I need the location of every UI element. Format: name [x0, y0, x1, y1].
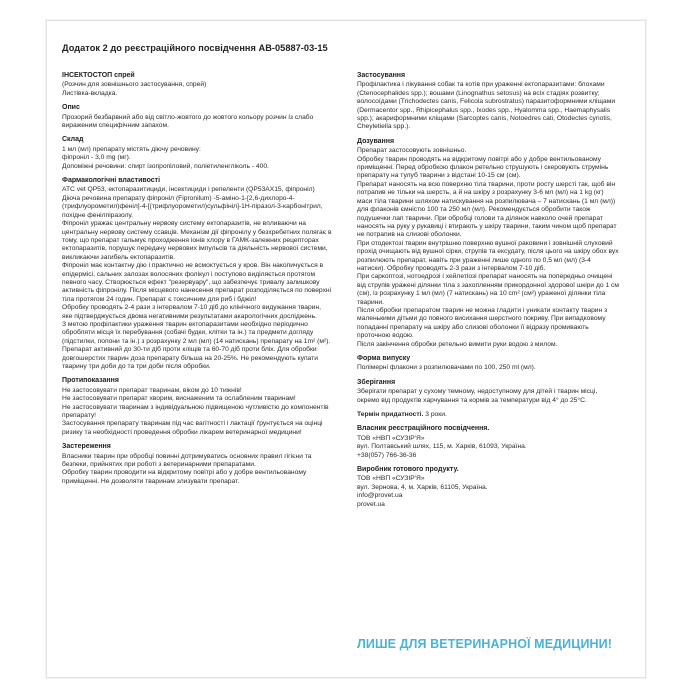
section-text: Зберігати препарат у сухому темному, недоступному для дітей і тварин місці, окремо від продуктів харчування та кормів за температури від 4° до 25°С.: [357, 388, 598, 404]
section-text: Прозорий безбарвний або від світло-жовтого до жовтого кольору розчин із слабо вираженим специфічним запахом.: [62, 113, 314, 130]
section-text: Не застосовувати тваринам з індивідуальною підвищеною чутливістю до компонентів препарату!: [62, 403, 329, 420]
section-heading: ІНСЕКТОСТОП спрей: [62, 72, 135, 79]
left-section: [62, 136, 332, 171]
right-column: [357, 72, 619, 515]
right-section: [357, 138, 619, 349]
section-heading: Склад: [62, 136, 84, 144]
section-text: Профілактика і лікування собак та котів при ураженні ектопаразитами: блохами (Ctenocephalides spp.); вошами (Linognathus setosus) на всіх стадіях розвитку; волосоїдами (Trichodectes canis, Felicola subrostratus) паразитоформними кліщами (Dermacentor spp., Rhipicephalus spp., Ixodes spp., Hyalomma spp., Haemaphysalis spp.); акариформними кліщами (Sarcoptes canis, Notoedres cati, Otodectes cynotis, Cheyletiella spp.).: [357, 81, 616, 131]
right-section: [357, 355, 619, 373]
right-section: [357, 379, 619, 405]
document-title: Додаток 2 до реєстраційного посвідчення АВ-05887-03-15: [62, 43, 328, 53]
left-column: [62, 72, 332, 492]
section-heading: Виробник готового продукту.: [357, 466, 459, 474]
section-text: Власники тварин при обробці повинні дотримуватись основних правил гігієни та безпеки, прийнятих при роботі з ветеринарними препаратами.: [62, 452, 312, 469]
section-heading: Власник реєстраційного посвідчення.: [357, 425, 490, 433]
left-section: [62, 177, 332, 371]
shelf-life-label: Термін придатності.: [357, 411, 424, 419]
section-text: info@provet.ua: [357, 492, 403, 500]
section-text: Не застосовувати препарат хворим, виснаженим та ослабленим тваринам!: [62, 395, 296, 403]
section-text: ТОВ «НВП «СУЗІР'Я»: [357, 475, 425, 483]
section-text: Обробку тварин проводять на відкритому повітрі або у добре вентильованому приміщенні. Перед обробкою флакон ретельно струшують і скеровують струмінь препарату на тулуб тварини з відстані 10-15 см (см).: [357, 155, 609, 180]
section-text: Не застосовувати препарат тваринам, віком до 10 тижнів!: [62, 386, 242, 394]
section-text: provet.ua: [357, 500, 385, 508]
section-heading: Застереження: [62, 443, 111, 451]
section-heading: Форма випуску: [357, 355, 411, 362]
section-text: Після обробки препаратом тварин не можна гладити і уникати контакту тварин з маленькими дітьми до повного висихання шерстного покриву. При випадковому попаданні препарату на шкіру або слизові оболонки її відразу промивають проточною водою.: [357, 306, 608, 340]
contact-section: [357, 466, 619, 509]
section-heading: Застосування: [357, 72, 406, 79]
section-text: Препарат застосовують зовнішньо.: [357, 147, 467, 155]
section-text: Полімерні флакони з розпилювачами по 100, 250 ml (мл).: [357, 364, 536, 372]
section-text: З метою профілактики ураження тварин ектопаразитами необхідно періодично обробляти місця їх перебування (собачі будки, клітки та ін.) та предмети догляду (підстилки, попони та ін.) з розрахунку 2 мл (мл) (14 натискань) препарату на 1m² (м²).: [62, 320, 331, 345]
left-section: [62, 72, 332, 98]
shelf-life: [357, 411, 619, 419]
section-text: фіпроніл - 3,0 mg (мг).: [62, 154, 131, 162]
section-text: вул. Полтавський шлях, 115, м. Харків, 61093, Україна.: [357, 443, 527, 451]
section-text: Діюча речовина препарату фіпроніл (Fipronilum) -5-аміно-1-[2,6-дихлоро-4-(трифлуорометил)феніл]-4-[(трифлуорометил)сульфініл]-1Н-піразол-3-карбонітрил, похідне фенілпіразолу.: [62, 194, 323, 219]
section-text: ТОВ «НВП «СУЗІР'Я»: [357, 434, 425, 442]
section-heading: Опис: [62, 104, 80, 112]
section-text: Обробку тварин проводити на відкритому повітрі або у добре вентильованому приміщенні. Не дозволяти тваринам злизувати препарат.: [62, 469, 307, 485]
section-text: +38(057) 766-36-36: [357, 451, 417, 459]
section-heading: Дозування: [357, 137, 395, 145]
section-text: Фіпроніл має контактну дію і практично не всмоктується у кров. Він накопичується в епідермісі, сальних залозах волосяних фолікул і поступово виділяється протягом певного часу. Створюється ефект "резервуару", що забезпечує тривалу залишкову активність фіпронілу. Після місцевого нанесення препарат розподіляється по поверхні тіла протягом 24 годин. Препарат є токсичним для риб і бджіл!: [62, 262, 332, 303]
right-section: [357, 72, 619, 132]
section-text: ATC vet QP53, ектопаразитициди, інсектициди і репеленти (QP53AX15, фіпроніл): [62, 186, 315, 194]
shelf-life-value: 3 роки.: [423, 411, 447, 419]
section-text: (Розчин для зовнішнього застосування, спрей): [62, 81, 207, 89]
section-text: Застосування препарату тваринам під час вагітності і лактації ґрунтується на оцінці ризику та необхідності проведення обробки лікарем ветеринарної медицини!: [62, 420, 323, 436]
section-heading: Фармакологічні властивості: [62, 177, 161, 185]
section-text: 1 мл (мл) препарату містять діючу речовину:: [62, 145, 201, 153]
section-text: Препарат активний до 30-ти діб проти кліщів та 60-70 діб проти бліх. Для обробки довгошерстих тварин доза препарату більша на 20-25%. Не рекомендують купати тварину три доби до та три доби після обробки.: [62, 346, 318, 370]
section-text: вул. Зернова, 4, м. Харків, 61105, Україна.: [357, 483, 488, 491]
section-text: Допоміжні речовини: спирт ізопропіловий, поліетиленгліколь - 400.: [62, 162, 269, 170]
contact-section: [357, 425, 619, 460]
section-text: При отодектозі тварин внутрішню поверхню вушної раковини і зовнішній слуховий прохід очищають від вушної сірки, струпів та ексудату, після цього на шкіру обох вух розпилюють препарат, навіть при ураженні лише одного по 0,5 мл (мл) (3-4 натиски). Обробку проводять 2-3 рази з інтервалом 7-10 діб.: [357, 239, 619, 272]
section-heading: Зберігання: [357, 378, 396, 386]
section-text: Препарат наносять на всю поверхню тіла тварини, проти росту шерсті так, щоб він потрапив не тільки на шерсть, а й на шкіру з розрахунку 3-6 мл (мл) на 1 kg (кг) маси тіла тварини шляхом натискування на розпилювача – 7 натискань (1 мл (мл)) для флаконів ємністю 100 та 250 мл (мл). Рекомендується обробити також подушечки лап тварини. При обробці голови та ділянок навколо очей препарат наносять на руку у рукавиці і втирають у шкіру тварини, таким чином щоб препарат не потрапив на слизові оболонки.: [357, 180, 617, 239]
section-text: Листівка-вкладка.: [62, 89, 118, 97]
section-heading: Протипоказання: [62, 377, 119, 385]
left-section: [62, 443, 332, 486]
vet-only-banner: ЛИШЕ ДЛЯ ВЕТЕРИНАРНОЇ МЕДИЦИНИ!: [357, 637, 613, 651]
section-text: Обробку проводять 2-4 рази з інтервалом 7-10 діб до клінічного видужання тварин, яке підтверджується двома негативними результатами акарологічних досліджень.: [62, 304, 322, 320]
left-section: [62, 377, 332, 437]
section-text: При саркоптозі, нотоедрозі і хейлетіозі препарат наносять на попередньо очищені від струпів уражені ділянки тіла з захопленням прикордонної здорової шкіри до 1 см (см), із розрахунку 1 мл (мл) (7 натискань) на 10 cm² (см²) ураженої ділянки тіла тварини.: [357, 273, 619, 306]
section-text: Фіпроніл уражає центральну нервову систему ектопаразитів, не впливаючи на центральну нервову систему ссавців. Механізм дії фіпронілу у безхребетних полягає в тому, що препарат гальмує проходження іонів хлору в ГАМК-залежних рецепторах ектопаразитів, порушує передачу нервових імпульсів та діяльність нервової системи, викликаючи загибель ектопаразитів.: [62, 220, 332, 261]
left-section: [62, 104, 332, 130]
section-text: Після закінчення обробки ретельно вимити руки водою з милом.: [357, 340, 558, 348]
